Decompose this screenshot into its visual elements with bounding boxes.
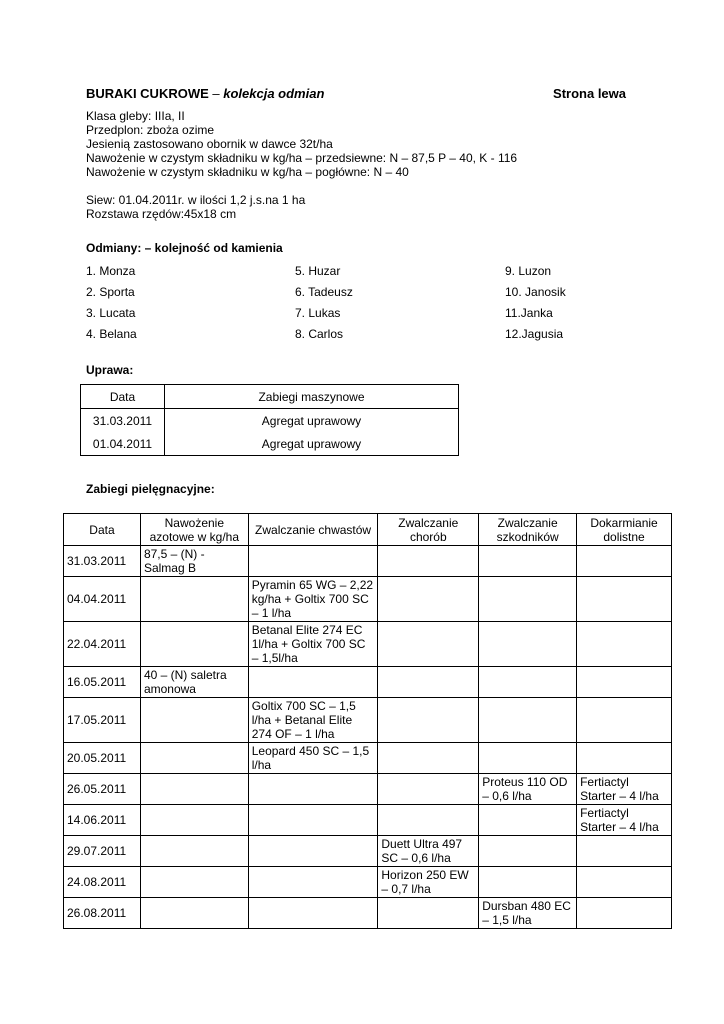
cell-diseases [378,743,479,774]
table-row [64,774,672,805]
cell-date: 01.04.2011 [81,432,165,456]
cell-pests: Proteus 110 OD – 0,6 l/ha [479,774,577,805]
title-dash: – [208,86,224,101]
variety-item: 3. Lucata [86,306,136,320]
table-row [81,432,459,456]
cell-foliar [577,898,672,929]
cell-treatment: Agregat uprawowy [261,413,362,428]
cell-pests [479,546,577,577]
cell-pests [479,667,577,698]
cell-nitrogen: 87,5 – (N) - Salmag B [140,546,248,577]
varieties-heading: Odmiany: – kolejność od kamienia [86,241,283,255]
cell-pests [479,743,577,774]
cell-pests [479,577,577,622]
cell-foliar [577,743,672,774]
cell-pests [479,836,577,867]
cell-diseases [378,667,479,698]
previous-crop: Przedplon: zboża ozime [86,123,215,137]
variety-item: 11.Janka [505,306,553,320]
cell-weeds [248,805,378,836]
column-header-machine-treatments: Zabiegi maszynowe [165,385,459,409]
cell-weeds [248,667,378,698]
fertilization-presowing: Nawożenie w czystym składniku w kg/ha – przedsiewne: N – 87,5 P – 40, K - 116 [86,151,518,165]
cell-date: 17.05.2011 [64,698,141,743]
table-row [64,577,672,622]
document-title: BURAKI CUKROWE [86,86,209,101]
variety-item: 2. Sporta [86,285,135,299]
cell-pests [479,805,577,836]
table-row [64,898,672,929]
cell-nitrogen [140,774,248,805]
cell-foliar [577,867,672,898]
cell-foliar [577,622,672,667]
cell-foliar: Fertiactyl Starter – 4 l/ha [577,774,672,805]
table-row [64,743,672,774]
cell-pests: Dursban 480 EC – 1,5 l/ha [479,898,577,929]
cell-nitrogen [140,805,248,836]
variety-item: 6. Tadeusz [295,285,353,299]
cell-date: 14.06.2011 [64,805,141,836]
variety-item: 12.Jagusia [505,327,564,341]
cell-diseases: Horizon 250 EW – 0,7 l/ha [378,867,479,898]
cell-weeds: Goltix 700 SC – 1,5 l/ha + Betanal Elite 274 OF – 1 l/ha [248,698,378,743]
cell-foliar [577,546,672,577]
variety-item: 4. Belana [86,327,137,341]
cell-nitrogen [140,622,248,667]
cell-foliar [577,667,672,698]
cell-date: 16.05.2011 [64,667,141,698]
cell-weeds: Leopard 450 SC – 1,5 l/ha [248,743,378,774]
cell-nitrogen [140,698,248,743]
table-header-row [81,385,459,409]
cell-diseases [378,622,479,667]
table-row [64,836,672,867]
cell-weeds: Betanal Elite 274 EC 1l/ha + Goltix 700 SC – 1,5l/ha [248,622,378,667]
variety-item: 8. Carlos [295,327,344,341]
cell-foliar [577,577,672,622]
cell-nitrogen [140,898,248,929]
cell-date: 31.03.2011 [64,546,141,577]
cell-diseases [378,898,479,929]
cell-nitrogen [140,577,248,622]
column-header-diseases: Zwalczanie chorób [378,514,479,546]
variety-item: 5. Huzar [295,264,341,278]
row-spacing: Rozstawa rzędów:45x18 cm [86,207,237,221]
cell-weeds [248,774,378,805]
cell-nitrogen: 40 – (N) saletra amonowa [140,667,248,698]
cell-diseases [378,774,479,805]
autumn-manure: Jesienią zastosowano obornik w dawce 32t/ha [86,137,333,151]
table-row [64,546,672,577]
cell-nitrogen [140,836,248,867]
page-side-label: Strona lewa [553,86,626,101]
cell-pests [479,698,577,743]
cultivation-table [80,384,459,456]
cell-date: 24.08.2011 [64,867,141,898]
cell-weeds [248,836,378,867]
table-row [64,698,672,743]
cell-nitrogen [140,743,248,774]
cell-foliar: Fertiactyl Starter – 4 l/ha [577,805,672,836]
cell-date: 20.05.2011 [64,743,141,774]
cell-weeds: Pyramin 65 WG – 2,22 kg/ha + Goltix 700 SC – 1 l/ha [248,577,378,622]
column-header-date: Data [64,514,141,546]
cell-foliar [577,698,672,743]
table-row [81,409,459,433]
cell-diseases: Duett Ultra 497 SC – 0,6 l/ha [378,836,479,867]
cell-foliar [577,836,672,867]
page-header [86,86,626,101]
column-header-weeds: Zwalczanie chwastów [248,514,378,546]
care-treatments-heading: Zabiegi pielęgnacyjne: [86,482,215,496]
column-header-nitrogen: Nawożenie azotowe w kg/ha [140,514,248,546]
table-row [64,667,672,698]
cell-date: 22.04.2011 [64,622,141,667]
cell-nitrogen [140,867,248,898]
fertilization-topdressing: Nawożenie w czystym składniku w kg/ha – pogłówne: N – 40 [86,165,409,179]
cell-date: 04.04.2011 [64,577,141,622]
soil-class: Klasa gleby: IIIa, II [86,109,185,123]
variety-item: 10. Janosik [505,285,566,299]
document-subtitle: kolekcja odmian [223,86,325,101]
variety-item: 1. Monza [86,264,136,278]
cell-date: 29.07.2011 [64,836,141,867]
cell-pests [479,622,577,667]
table-row [64,622,672,667]
cell-diseases [378,546,479,577]
variety-item: 7. Lukas [295,306,341,320]
variety-item: 9. Luzon [505,264,552,278]
cell-weeds [248,867,378,898]
cell-diseases [378,805,479,836]
cell-date: 31.03.2011 [81,409,165,433]
cell-treatment: Agregat uprawowy [261,436,362,451]
cell-date: 26.05.2011 [64,774,141,805]
sowing-info: Siew: 01.04.2011r. w ilości 1,2 j.s.na 1 ha [86,193,306,207]
cultivation-heading: Uprawa: [86,363,134,377]
column-header-date: Data [81,385,165,409]
cell-weeds [248,898,378,929]
column-header-pests: Zwalczanie szkodników [479,514,577,546]
column-header-foliar: Dokarmianie dolistne [577,514,672,546]
cell-weeds [248,546,378,577]
cell-date: 26.08.2011 [64,898,141,929]
table-row [64,867,672,898]
care-treatments-table [63,513,672,929]
table-row [64,805,672,836]
table-header-row [64,514,672,546]
cell-diseases [378,698,479,743]
cell-pests [479,867,577,898]
cell-diseases [378,577,479,622]
